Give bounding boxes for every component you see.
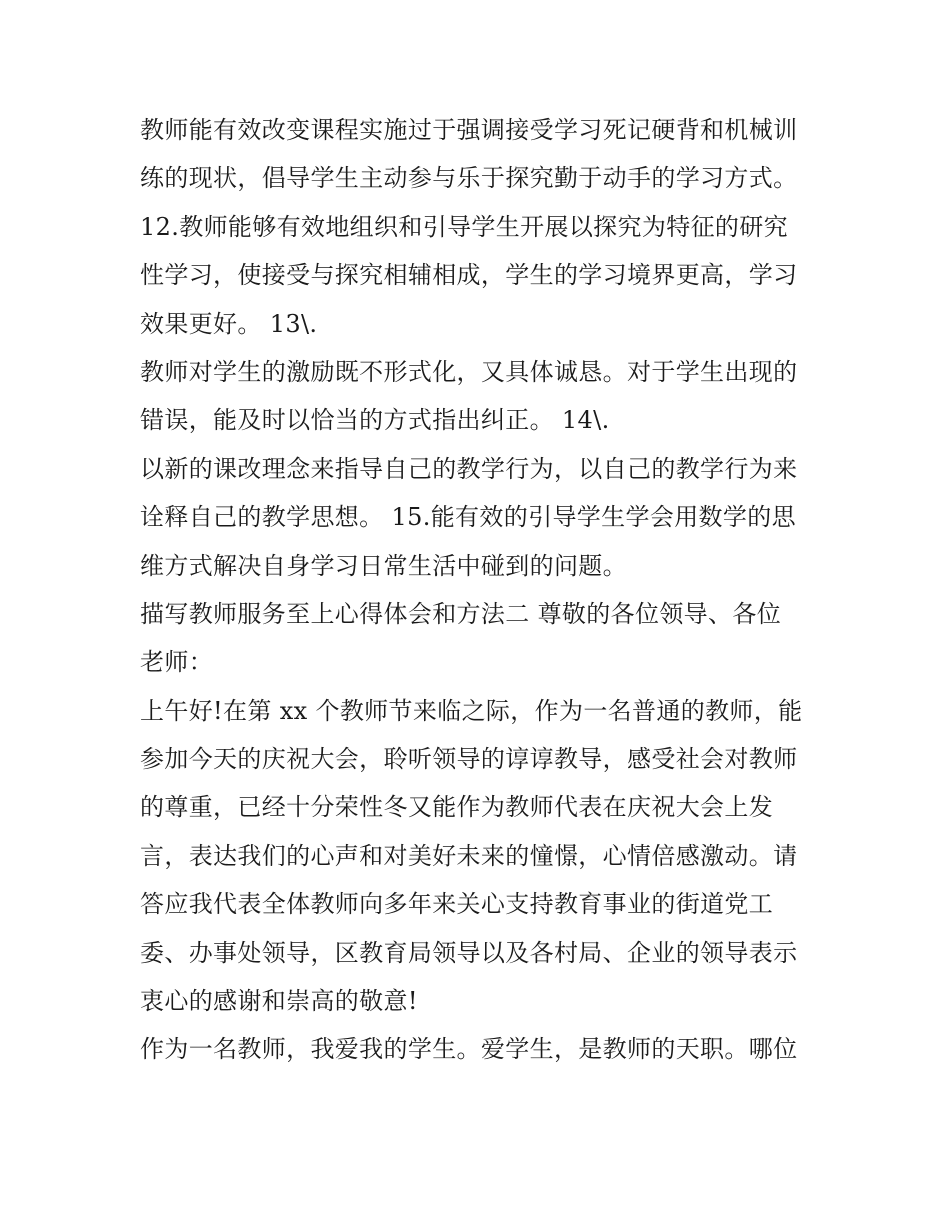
text-line: 错误，能及时以恰当的方式指出纠正。 14\. — [140, 406, 610, 435]
text-line: 性学习，使接受与探究相辅相成，学生的学习境界更高，学习 — [140, 261, 798, 290]
salutation-line: 老师： — [140, 648, 214, 677]
text-line: 答应我代表全体教师向多年来关心支持教育事业的街道党工 — [140, 890, 774, 919]
text-line: 上午好!在第 xx 个教师节来临之际，作为一名普通的教师，能 — [140, 696, 803, 725]
text-line: 言，表达我们的心声和对美好未来的憧憬，心情倍感激动。请 — [140, 841, 798, 870]
text-line: 作为一名教师，我爱我的学生。爱学生，是教师的天职。哪位 — [140, 1035, 798, 1064]
text-line: 衷心的感谢和崇高的敬意! — [140, 987, 418, 1016]
text-line: 12.教师能够有效地组织和引导学生开展以探究为特征的研究 — [140, 212, 788, 241]
text-line: 以新的课改理念来指导自己的教学行为，以自己的教学行为来 — [140, 454, 798, 483]
text-line: 教师能有效改变课程实施过于强调接受学习死记硬背和机械训 — [140, 116, 798, 144]
text-line: 效果更好。 13\. — [140, 309, 318, 338]
text-line: 委、办事处领导，区教育局领导以及各村局、企业的领导表示 — [140, 938, 798, 967]
text-line: 的尊重，已经十分荣性冬又能作为教师代表在庆祝大会上发 — [140, 793, 774, 822]
text-line: 教师对学生的激励既不形式化，又具体诚恳。对于学生出现的 — [140, 357, 798, 386]
text-line: 练的现状，倡导学生主动参与乐于探究勤于动手的学习方式。 — [140, 164, 798, 193]
text-line: 参加今天的庆祝大会，聆听领导的谆谆教导，感受社会对教师 — [140, 745, 798, 774]
document-body — [140, 106, 820, 1074]
section-heading-line: 描写教师服务至上心得体会和方法二 尊敬的各位领导、各位 — [140, 599, 782, 628]
text-line: 诠释自己的教学思想。 15.能有效的引导学生学会用数学的思 — [140, 503, 796, 532]
text-line: 维方式解决自身学习日常生活中碰到的问题。 — [140, 551, 627, 580]
